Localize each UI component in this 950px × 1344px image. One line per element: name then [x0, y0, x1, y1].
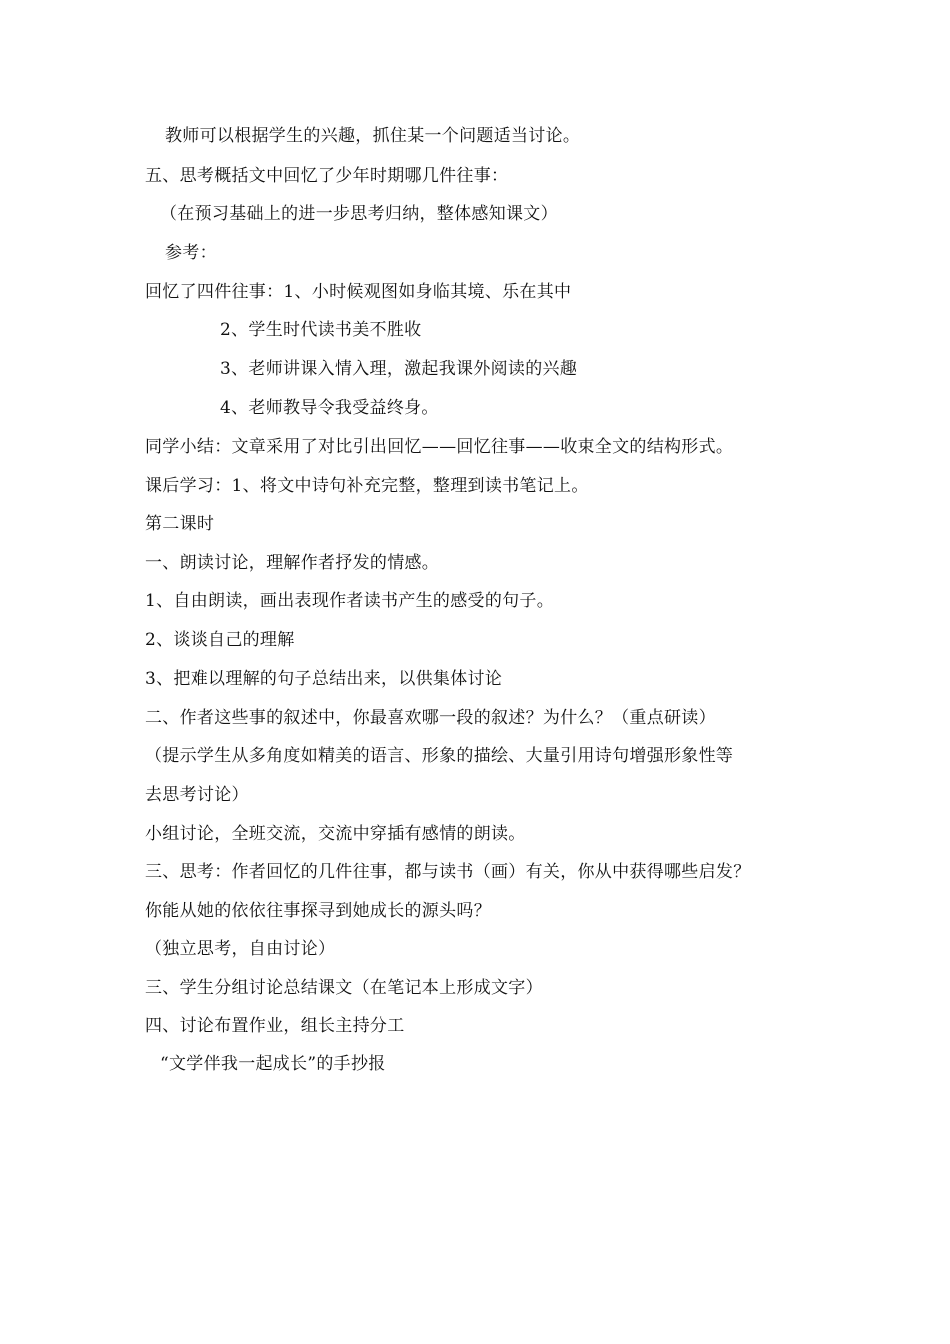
text-line-18: 去思考讨论） — [145, 785, 249, 805]
text-line-5: 回忆了四件往事：1、小时候观图如身临其境、乐在其中 — [145, 282, 572, 302]
text-line-6: 2、学生时代读书美不胜收 — [220, 320, 422, 340]
text-line-7: 3、老师讲课入情入理，激起我课外阅读的兴趣 — [220, 359, 578, 379]
text-line-23: 三、学生分组讨论总结课文（在笔记本上形成文字） — [145, 978, 543, 998]
text-line-19: 小组讨论，全班交流，交流中穿插有感情的朗读。 — [145, 824, 526, 844]
text-line-4: 参考： — [165, 243, 217, 263]
text-line-2: 五、思考概括文中回忆了少年时期哪几件往事： — [145, 166, 509, 186]
text-line-1: 教师可以根据学生的兴趣，抓住某一个问题适当讨论。 — [165, 126, 581, 146]
text-line-22: （独立思考，自由讨论） — [145, 939, 336, 959]
text-line-24: 四、讨论布置作业，组长主持分工 — [145, 1016, 405, 1036]
text-line-9: 同学小结：文章采用了对比引出回忆——回忆往事——收束全文的结构形式。 — [145, 437, 734, 457]
text-line-3: （在预习基础上的进一步思考归纳，整体感知课文） — [160, 204, 558, 224]
text-line-25: “文学伴我一起成长”的手抄报 — [160, 1054, 386, 1074]
text-line-12: 一、朗读讨论，理解作者抒发的情感。 — [145, 553, 440, 573]
text-line-15: 3、把难以理解的句子总结出来，以供集体讨论 — [145, 669, 503, 689]
section-heading: 第二课时 — [145, 514, 215, 534]
text-line-21: 你能从她的依依往事探寻到她成长的源头吗？ — [145, 901, 491, 921]
text-line-20: 三、思考：作者回忆的几件往事，都与读书（画）有关，你从中获得哪些启发？ — [145, 862, 751, 882]
text-line-16: 二、作者这些事的叙述中，你最喜欢哪一段的叙述？为什么？（重点研读） — [145, 708, 716, 728]
text-line-10: 课后学习：1、将文中诗句补充完整，整理到读书笔记上。 — [145, 476, 589, 496]
text-line-14: 2、谈谈自己的理解 — [145, 630, 295, 650]
text-line-13: 1、自由朗读，画出表现作者读书产生的感受的句子。 — [145, 591, 555, 611]
text-line-8: 4、老师教导令我受益终身。 — [220, 398, 439, 418]
text-line-17: （提示学生从多角度如精美的语言、形象的描绘、大量引用诗句增强形象性等 — [145, 746, 734, 766]
